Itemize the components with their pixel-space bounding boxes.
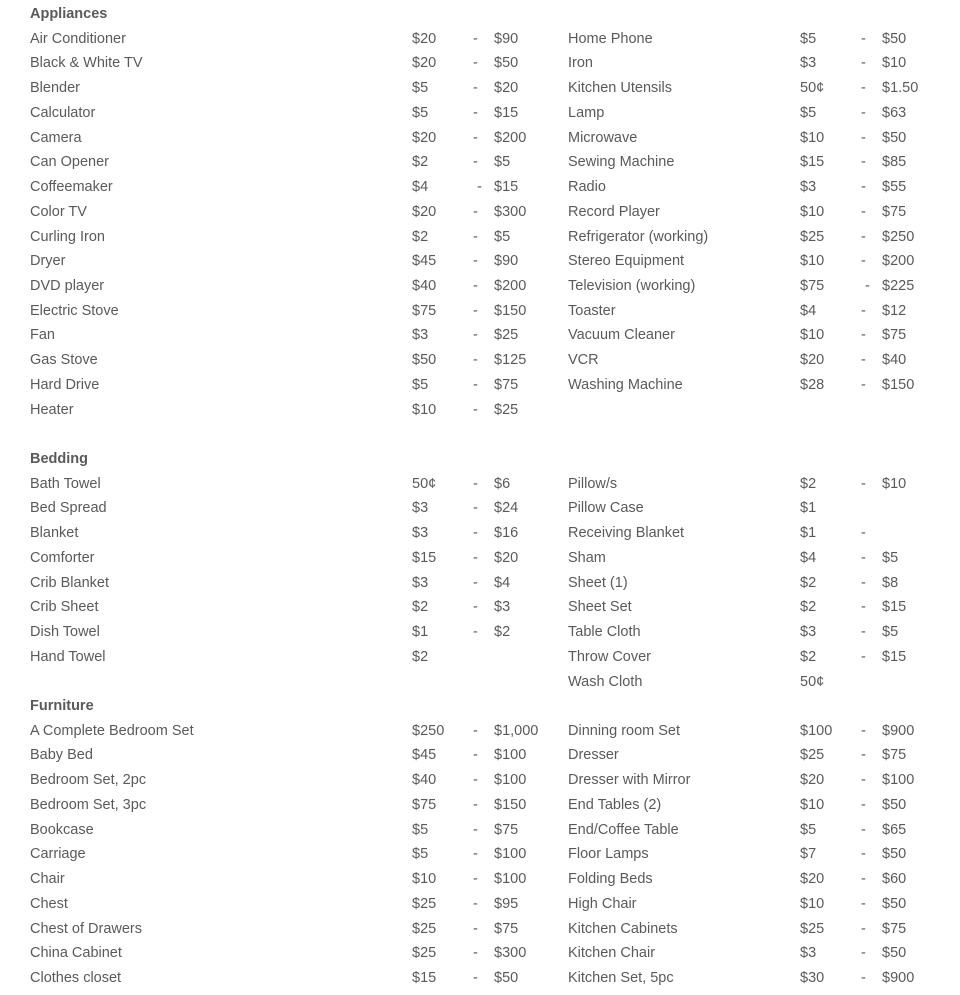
item-name: Television (working) xyxy=(568,278,696,295)
price-low: $5 xyxy=(412,821,429,838)
price-low: $4 xyxy=(412,179,429,196)
price-high: $20 xyxy=(494,549,519,566)
section-heading: Appliances xyxy=(30,6,108,22)
item-name: Calculator xyxy=(30,104,96,121)
item-name: DVD player xyxy=(30,278,105,295)
price-high: $24 xyxy=(494,500,519,517)
range-dash: - xyxy=(861,624,866,641)
range-dash: - xyxy=(861,722,866,739)
item-name: Kitchen Cabinets xyxy=(568,920,678,937)
range-dash: - xyxy=(861,648,866,665)
section-heading: Bedding xyxy=(30,451,88,467)
item-name: Fan xyxy=(30,327,55,344)
price-high: $40 xyxy=(882,352,907,369)
range-dash: - xyxy=(473,203,478,220)
item-name: Sham xyxy=(568,549,606,566)
price-high: $63 xyxy=(882,104,907,121)
price-high: $300 xyxy=(494,203,527,220)
item-name: Bed Spread xyxy=(30,500,107,517)
price-low: $30 xyxy=(800,970,825,987)
price-low: $1 xyxy=(412,624,429,641)
item-name: Bath Towel xyxy=(30,475,101,492)
range-dash: - xyxy=(861,55,866,72)
price-high: $75 xyxy=(494,821,519,838)
section-heading: Furniture xyxy=(30,698,94,714)
price-high: $60 xyxy=(882,871,907,888)
range-dash: - xyxy=(861,821,866,838)
range-dash: - xyxy=(473,228,478,245)
price-low: $7 xyxy=(800,846,817,863)
range-dash: - xyxy=(473,30,478,47)
price-high: $200 xyxy=(494,129,527,146)
price-high: $50 xyxy=(882,945,907,962)
price-low: $20 xyxy=(800,772,825,789)
item-name: Hard Drive xyxy=(30,376,100,393)
range-dash: - xyxy=(473,624,478,641)
range-dash: - xyxy=(473,821,478,838)
item-name: Blanket xyxy=(30,525,79,542)
item-name: Crib Blanket xyxy=(30,574,109,591)
price-low: $3 xyxy=(412,500,429,517)
range-dash: - xyxy=(473,352,478,369)
item-name: Table Cloth xyxy=(568,624,641,641)
range-dash: - xyxy=(473,500,478,517)
price-low: $10 xyxy=(800,129,825,146)
range-dash: - xyxy=(861,154,866,171)
range-dash: - xyxy=(473,722,478,739)
price-high: $900 xyxy=(882,970,915,987)
item-name: Chest xyxy=(30,895,68,912)
range-dash: - xyxy=(473,327,478,344)
item-name: Home Phone xyxy=(568,30,653,47)
price-high: $65 xyxy=(882,821,907,838)
item-name: Sheet Set xyxy=(568,599,632,616)
price-high: $10 xyxy=(882,55,907,72)
range-dash: - xyxy=(473,945,478,962)
price-low: $25 xyxy=(412,895,437,912)
range-dash: - xyxy=(477,179,482,196)
item-name: Dresser with Mirror xyxy=(568,772,691,789)
price-low: $3 xyxy=(412,574,429,591)
price-high: $50 xyxy=(882,846,907,863)
item-name: Gas Stove xyxy=(30,352,98,369)
price-low: $45 xyxy=(412,747,437,764)
price-low: $5 xyxy=(800,30,817,47)
range-dash: - xyxy=(473,970,478,987)
price-low: $20 xyxy=(800,352,825,369)
range-dash: - xyxy=(473,599,478,616)
price-low: $1 xyxy=(800,500,817,517)
price-low: $4 xyxy=(800,549,817,566)
range-dash: - xyxy=(861,574,866,591)
price-low: $3 xyxy=(412,327,429,344)
item-name: Curling Iron xyxy=(30,228,105,245)
price-low: $40 xyxy=(412,772,437,789)
range-dash: - xyxy=(473,574,478,591)
item-name: Throw Cover xyxy=(568,648,651,665)
price-low: $2 xyxy=(412,599,429,616)
price-low: $20 xyxy=(800,871,825,888)
range-dash: - xyxy=(473,129,478,146)
price-low: $1 xyxy=(800,525,817,542)
price-low: $10 xyxy=(800,327,825,344)
range-dash: - xyxy=(473,278,478,295)
item-name: Kitchen Utensils xyxy=(568,80,672,97)
price-high: $55 xyxy=(882,179,907,196)
item-name: Camera xyxy=(30,129,82,146)
price-high: $4 xyxy=(494,574,511,591)
item-name: Baby Bed xyxy=(30,747,93,764)
range-dash: - xyxy=(861,871,866,888)
price-low: $5 xyxy=(412,80,429,97)
price-low: 50¢ xyxy=(412,475,437,492)
price-low: 50¢ xyxy=(800,80,825,97)
price-high: $90 xyxy=(494,30,519,47)
item-name: Sheet (1) xyxy=(568,574,628,591)
price-high: $6 xyxy=(494,475,511,492)
price-high: $100 xyxy=(494,871,527,888)
price-high: $10 xyxy=(882,475,907,492)
item-name: China Cabinet xyxy=(30,945,122,962)
price-high: $100 xyxy=(494,772,527,789)
price-low: $10 xyxy=(412,401,437,418)
price-low: $3 xyxy=(800,179,817,196)
price-high: $5 xyxy=(494,228,511,245)
price-high: $15 xyxy=(494,179,519,196)
item-name: Lamp xyxy=(568,104,605,121)
price-high: $15 xyxy=(882,599,907,616)
price-low: $10 xyxy=(412,871,437,888)
item-name: Blender xyxy=(30,80,80,97)
price-low: $2 xyxy=(412,228,429,245)
price-low: $15 xyxy=(412,970,437,987)
range-dash: - xyxy=(861,599,866,616)
price-low: $20 xyxy=(412,55,437,72)
price-low: $3 xyxy=(800,945,817,962)
item-name: End/Coffee Table xyxy=(568,821,679,838)
price-high: $900 xyxy=(882,722,915,739)
range-dash: - xyxy=(473,920,478,937)
price-low: $5 xyxy=(412,846,429,863)
range-dash: - xyxy=(861,376,866,393)
price-low: $25 xyxy=(800,228,825,245)
range-dash: - xyxy=(861,352,866,369)
range-dash: - xyxy=(861,327,866,344)
range-dash: - xyxy=(861,253,866,270)
price-high: $15 xyxy=(882,648,907,665)
range-dash: - xyxy=(861,228,866,245)
range-dash: - xyxy=(865,278,870,295)
price-high: $75 xyxy=(882,327,907,344)
item-name: Electric Stove xyxy=(30,302,119,319)
item-name: Stereo Equipment xyxy=(568,253,685,270)
range-dash: - xyxy=(861,302,866,319)
price-low: $5 xyxy=(412,104,429,121)
item-name: Sewing Machine xyxy=(568,154,675,171)
price-high: $50 xyxy=(494,55,519,72)
price-high: $1.50 xyxy=(882,80,919,97)
range-dash: - xyxy=(861,549,866,566)
price-low: $5 xyxy=(800,104,817,121)
item-name: Radio xyxy=(568,179,606,196)
price-high: $225 xyxy=(882,278,915,295)
range-dash: - xyxy=(861,772,866,789)
item-name: Iron xyxy=(568,55,593,72)
price-high: $200 xyxy=(882,253,915,270)
price-high: $5 xyxy=(882,624,899,641)
item-name: Kitchen Set, 5pc xyxy=(568,970,674,987)
price-high: $25 xyxy=(494,401,519,418)
range-dash: - xyxy=(861,179,866,196)
range-dash: - xyxy=(473,747,478,764)
price-high: $20 xyxy=(494,80,519,97)
item-name: Toaster xyxy=(568,302,616,319)
range-dash: - xyxy=(473,846,478,863)
price-high: $2 xyxy=(494,624,511,641)
range-dash: - xyxy=(861,475,866,492)
price-low: $10 xyxy=(800,203,825,220)
item-name: Carriage xyxy=(30,846,86,863)
range-dash: - xyxy=(861,525,866,542)
price-low: $15 xyxy=(800,154,825,171)
price-high: $16 xyxy=(494,525,519,542)
price-high: $85 xyxy=(882,154,907,171)
range-dash: - xyxy=(861,846,866,863)
price-high: $50 xyxy=(882,129,907,146)
price-low: $5 xyxy=(412,376,429,393)
range-dash: - xyxy=(473,871,478,888)
item-name: Chair xyxy=(30,871,65,888)
item-name: Pillow/s xyxy=(568,475,618,492)
range-dash: - xyxy=(861,30,866,47)
price-high: $50 xyxy=(494,970,519,987)
item-name: Black & White TV xyxy=(30,55,143,72)
price-high: $50 xyxy=(882,30,907,47)
price-low: $45 xyxy=(412,253,437,270)
price-low: $40 xyxy=(412,278,437,295)
range-dash: - xyxy=(473,55,478,72)
item-name: Folding Beds xyxy=(568,871,653,888)
price-high: $8 xyxy=(882,574,899,591)
price-low: $25 xyxy=(800,920,825,937)
price-low: $2 xyxy=(800,574,817,591)
price-low: $100 xyxy=(800,722,833,739)
price-low: $25 xyxy=(412,920,437,937)
price-high: $50 xyxy=(882,895,907,912)
item-name: Air Conditioner xyxy=(30,30,126,47)
range-dash: - xyxy=(473,525,478,542)
item-name: Dish Towel xyxy=(30,624,100,641)
price-low: $3 xyxy=(800,55,817,72)
price-low: $250 xyxy=(412,722,445,739)
item-name: Bookcase xyxy=(30,821,94,838)
item-name: End Tables (2) xyxy=(568,796,662,813)
range-dash: - xyxy=(861,895,866,912)
price-high: $100 xyxy=(882,772,915,789)
price-high: $150 xyxy=(494,302,527,319)
price-high: $75 xyxy=(882,203,907,220)
range-dash: - xyxy=(473,80,478,97)
price-low: $25 xyxy=(800,747,825,764)
price-high: $100 xyxy=(494,747,527,764)
price-high: $75 xyxy=(494,920,519,937)
price-low: $2 xyxy=(800,475,817,492)
item-name: High Chair xyxy=(568,895,637,912)
price-high: $3 xyxy=(494,599,511,616)
range-dash: - xyxy=(861,920,866,937)
range-dash: - xyxy=(473,401,478,418)
price-high: $150 xyxy=(882,376,915,393)
item-name: Refrigerator (working) xyxy=(568,228,709,245)
price-low: $28 xyxy=(800,376,825,393)
range-dash: - xyxy=(473,475,478,492)
item-name: Coffeemaker xyxy=(30,179,113,196)
range-dash: - xyxy=(861,129,866,146)
price-low: $2 xyxy=(800,648,817,665)
price-low: $10 xyxy=(800,253,825,270)
range-dash: - xyxy=(473,796,478,813)
item-name: A Complete Bedroom Set xyxy=(30,722,194,739)
price-high: $125 xyxy=(494,352,527,369)
item-name: Vacuum Cleaner xyxy=(568,327,675,344)
item-name: Color TV xyxy=(30,203,87,220)
price-low: $10 xyxy=(800,895,825,912)
price-low: $50 xyxy=(412,352,437,369)
item-name: Washing Machine xyxy=(568,376,683,393)
price-high: $12 xyxy=(882,302,907,319)
price-low: 50¢ xyxy=(800,673,825,690)
item-name: Heater xyxy=(30,401,74,418)
price-high: $75 xyxy=(882,747,907,764)
item-name: Hand Towel xyxy=(30,648,106,665)
range-dash: - xyxy=(861,945,866,962)
item-name: Record Player xyxy=(568,203,660,220)
range-dash: - xyxy=(473,253,478,270)
item-name: Pillow Case xyxy=(568,500,644,517)
item-name: VCR xyxy=(568,352,599,369)
range-dash: - xyxy=(473,549,478,566)
price-low: $2 xyxy=(412,154,429,171)
item-name: Can Opener xyxy=(30,154,109,171)
range-dash: - xyxy=(473,302,478,319)
price-high: $5 xyxy=(494,154,511,171)
item-name: Clothes closet xyxy=(30,970,122,987)
item-name: Chest of Drawers xyxy=(30,920,143,937)
price-high: $1,000 xyxy=(494,722,539,739)
range-dash: - xyxy=(861,747,866,764)
item-name: Wash Cloth xyxy=(568,673,643,690)
price-high: $75 xyxy=(494,376,519,393)
price-high: $200 xyxy=(494,278,527,295)
item-name: Bedroom Set, 2pc xyxy=(30,772,147,789)
price-low: $10 xyxy=(800,796,825,813)
price-low: $4 xyxy=(800,302,817,319)
price-low: $20 xyxy=(412,129,437,146)
range-dash: - xyxy=(861,104,866,121)
price-low: $25 xyxy=(412,945,437,962)
item-name: Comforter xyxy=(30,549,95,566)
price-high: $100 xyxy=(494,846,527,863)
item-name: Microwave xyxy=(568,129,638,146)
price-low: $75 xyxy=(800,278,825,295)
price-high: $50 xyxy=(882,796,907,813)
range-dash: - xyxy=(473,376,478,393)
item-name: Dinning room Set xyxy=(568,722,681,739)
price-low: $20 xyxy=(412,30,437,47)
price-high: $300 xyxy=(494,945,527,962)
item-name: Dryer xyxy=(30,253,66,270)
price-high: $250 xyxy=(882,228,915,245)
range-dash: - xyxy=(861,203,866,220)
price-low: $75 xyxy=(412,796,437,813)
price-low: $2 xyxy=(800,599,817,616)
item-name: Dresser xyxy=(568,747,619,764)
price-high: $150 xyxy=(494,796,527,813)
item-name: Floor Lamps xyxy=(568,846,649,863)
range-dash: - xyxy=(861,80,866,97)
price-low: $2 xyxy=(412,648,429,665)
price-high: $95 xyxy=(494,895,519,912)
item-name: Bedroom Set, 3pc xyxy=(30,796,147,813)
price-high: $5 xyxy=(882,549,899,566)
price-high: $90 xyxy=(494,253,519,270)
range-dash: - xyxy=(473,154,478,171)
price-high: $75 xyxy=(882,920,907,937)
item-name: Receiving Blanket xyxy=(568,525,685,542)
price-high: $25 xyxy=(494,327,519,344)
range-dash: - xyxy=(473,104,478,121)
item-name: Kitchen Chair xyxy=(568,945,656,962)
price-low: $15 xyxy=(412,549,437,566)
price-low: $3 xyxy=(412,525,429,542)
price-low: $20 xyxy=(412,203,437,220)
range-dash: - xyxy=(473,772,478,789)
price-low: $75 xyxy=(412,302,437,319)
price-low: $5 xyxy=(800,821,817,838)
price-low: $3 xyxy=(800,624,817,641)
range-dash: - xyxy=(861,796,866,813)
price-high: $15 xyxy=(494,104,519,121)
range-dash: - xyxy=(861,970,866,987)
range-dash: - xyxy=(473,895,478,912)
item-name: Crib Sheet xyxy=(30,599,99,616)
